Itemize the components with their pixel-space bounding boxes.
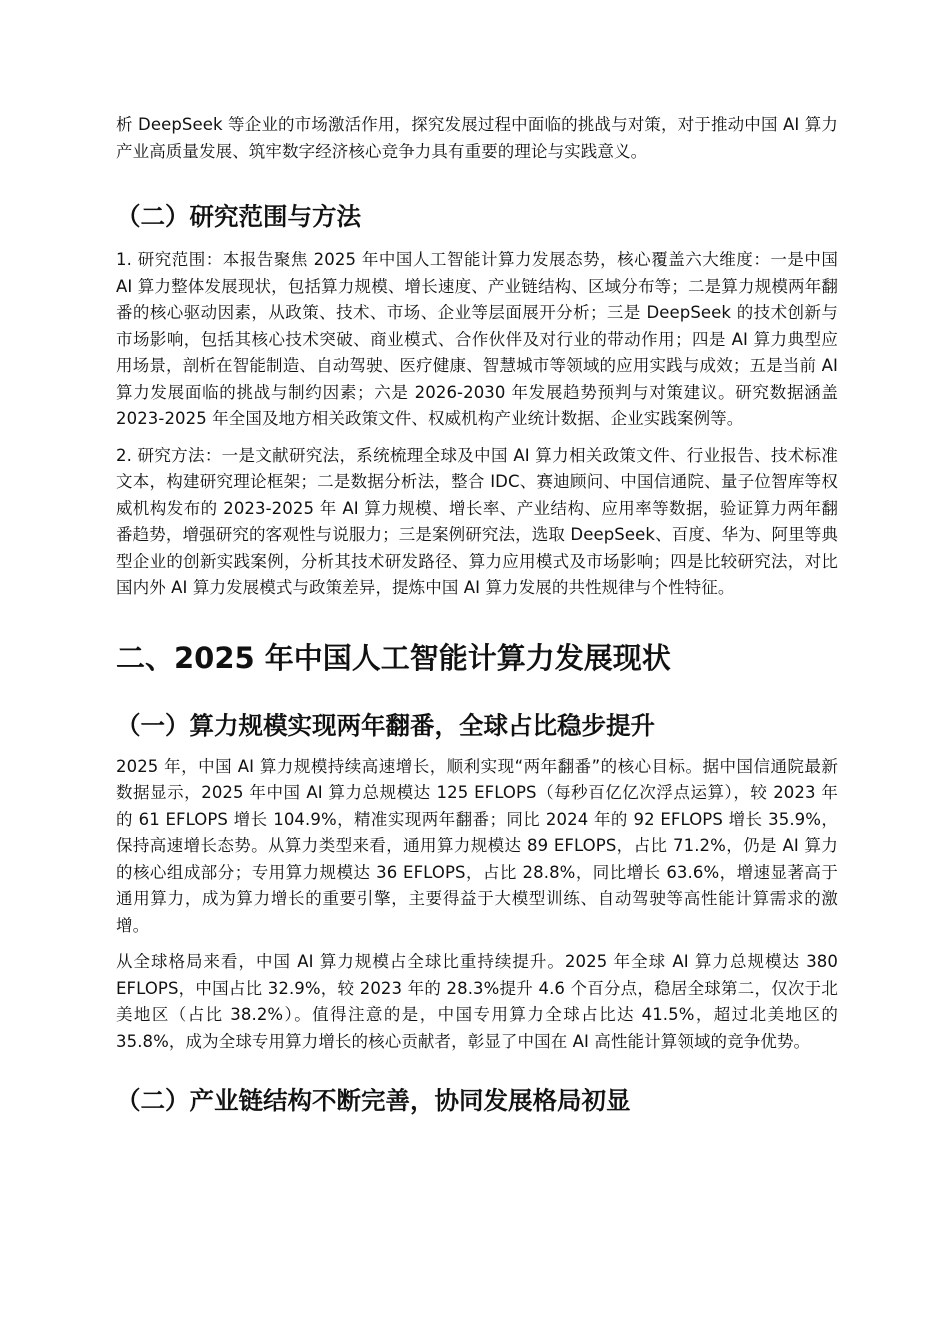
scope-paragraph: 1. 研究范围：本报告聚焦 2025 年中国人工智能计算力发展态势，核心覆盖六大维度：一是中国 AI 算力整体发展现状，包括算力规模、增长速度、产业链结构、区域分布等；二是算力规模两年翻番的核心驱动因素，从政策、技术、市场、企业等层面展开分析；三是 DeepSeek 的技术创新与市场影响，包括其核心技术突破、商业模式、合作伙伴及对行业的带动作用；四是 AI 算力典型应用场景，剖析在智能制造、自动驾驶、医疗健康、智慧城市等领域的应用实践与成效；五是当前 AI 算力发展面临的挑战与制约因素；六是 2026-2030 年发展趋势预判与对策建议。研究数据涵盖 2023-2025 年全国及地方相关政策文件、权威机构产业统计数据、企业实践案例等。 <box>116 250 838 428</box>
intro-paragraph: 析 DeepSeek 等企业的市场激活作用，探究发展过程中面临的挑战与对策，对于推动中国 AI 算力产业高质量发展、筑牢数字经济核心竞争力具有重要的理论与实践意义。 <box>116 115 838 161</box>
section-heading-scope: （二）研究范围与方法 <box>116 202 361 231</box>
section-heading-chain: （二）产业链结构不断完善，协同发展格局初显 <box>116 1086 631 1115</box>
document-page <box>116 112 838 1117</box>
chapter-heading-status: 二、2025 年中国人工智能计算力发展现状 <box>116 640 671 675</box>
methods-paragraph: 2. 研究方法：一是文献研究法，系统梳理全球及中国 AI 算力相关政策文件、行业报告、技术标准文本，构建研究理论框架；二是数据分析法，整合 IDC、赛迪顾问、中国信通院、量子位智库等权威机构发布的 2023-2025 年 AI 算力规模、增长率、产业结构、应用率等数据，验证算力两年翻番趋势，增强研究的客观性与说服力；三是案例研究法，选取 DeepSeek、百度、华为、阿里等典型企业的创新实践案例，分析其技术研发路径、算力应用模式及市场影响；四是比较研究法，对比国内外 AI 算力发展模式与政策差异，提炼中国 AI 算力发展的共性规律与个性特征。 <box>116 445 838 597</box>
section-heading-scale: （一）算力规模实现两年翻番，全球占比稳步提升 <box>116 710 655 740</box>
scale-paragraph: 2025 年，中国 AI 算力规模持续高速增长，顺利实现“两年翻番”的核心目标。据中国信通院最新数据显示，2025 年中国 AI 算力总规模达 125 EFLOPS（每秒百亿亿次浮点运算），较 2023 年的 61 EFLOPS 增长 104.9%，精准实现两年翻番；同比 2024 年的 92 EFLOPS 增长 35.9%，保持高速增长态势。从算力类型来看，通用算力规模达 89 EFLOPS，占比 71.2%，仍是 AI 算力的核心组成部分；专用算力规模达 36 EFLOPS，占比 28.8%，同比增长 63.6%，增速显著高于通用算力，成为算力增长的重要引擎，主要得益于大模型训练、自动驾驶等高性能计算需求的激增。 <box>116 756 838 935</box>
global-share-paragraph: 从全球格局来看，中国 AI 算力规模占全球比重持续提升。2025 年全球 AI 算力总规模达 380 EFLOPS，中国占比 32.9%，较 2023 年的 28.3%提升 4.6 个百分点，稳居全球第二，仅次于北美地区（占比 38.2%）。值得注意的是，中国专用算力全球占比达 41.5%，超过北美地区的 35.8%，成为全球专用算力增长的核心贡献者，彰显了中国在 AI 高性能计算领域的竞争优势。 <box>116 952 838 1051</box>
